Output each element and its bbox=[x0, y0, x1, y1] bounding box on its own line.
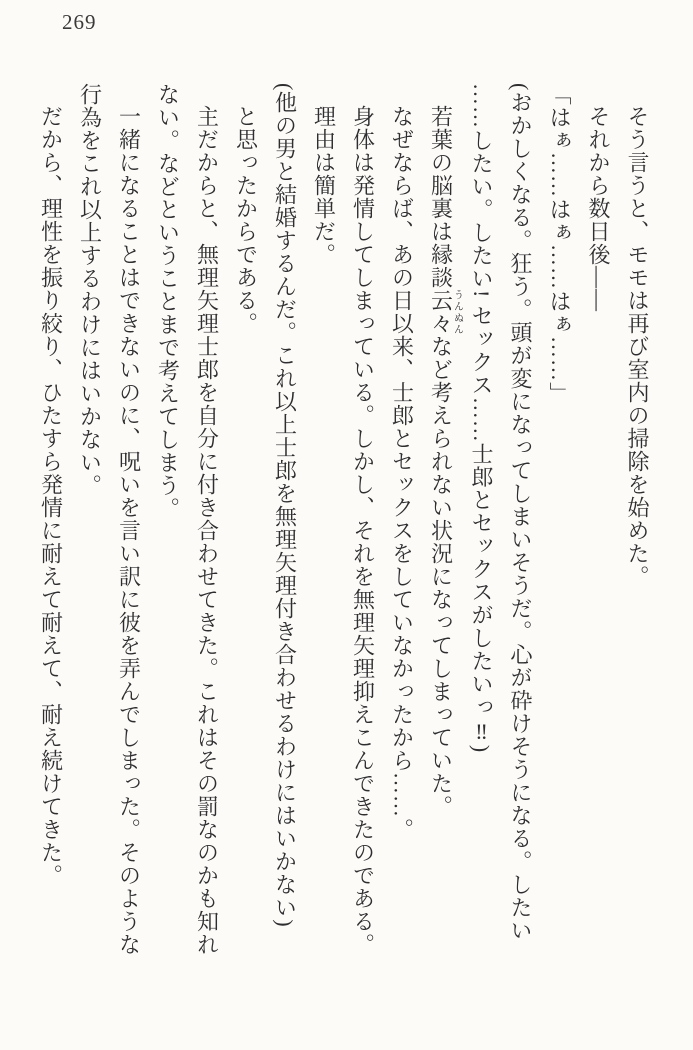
furigana: うんぬん bbox=[451, 289, 463, 335]
text-line: 理由は簡単だ。 bbox=[311, 105, 337, 266]
text-line: 行為をこれ以上するわけにはいかない。 bbox=[77, 83, 103, 497]
text-line: (他の男と結婚するんだ。これ以上士郎を無理矢理付き合わせるわけにはいかない) bbox=[272, 83, 298, 928]
text-line: そう言うと、モモは再び室内の掃除を始めた。 bbox=[625, 105, 650, 588]
text-line: だから、理性を振り絞り、ひたすら発情に耐えて耐えて、耐え続けてきた。 bbox=[38, 105, 64, 887]
text-line: と思ったからである。 bbox=[233, 105, 259, 335]
text-line: 主だからと、無理矢理士郎を自分に付き合わせてきた。これはその罰なのかも知れ bbox=[194, 105, 220, 956]
text-line: 一緒になることはできないのに、呪いを言い訳に彼を弄んでしまった。そのような bbox=[116, 105, 142, 956]
text-line: なぜならば、あの日以来、士郎とセックスをしていなかったから……。 bbox=[389, 105, 415, 841]
text-line: 「はぁ……はぁ……はぁ……」 bbox=[547, 83, 572, 405]
text-line: (おかしくなる。狂う。頭が変になってしまいそうだ。心が砕けそうになる。したい bbox=[508, 83, 533, 943]
text-line: ない。などということまで考えてしまう。 bbox=[155, 83, 181, 520]
ruby-annotated-word: 云々うんぬん bbox=[428, 289, 463, 335]
text-line: ……したい。したい! セックス……士郎とセックスがしたいっ‼) bbox=[469, 83, 494, 754]
text-line: 若葉の脳裏は縁談云々うんぬんなど考えられない状況になってしまっていた。 bbox=[428, 105, 463, 818]
page-number: 269 bbox=[62, 10, 97, 34]
text-line: それから数日後―― bbox=[586, 105, 611, 312]
vertical-text-block bbox=[32, 83, 658, 1023]
text-line: 身体は発情してしまっている。しかし、それを無理矢理抑えこんできたのである。 bbox=[350, 105, 376, 956]
